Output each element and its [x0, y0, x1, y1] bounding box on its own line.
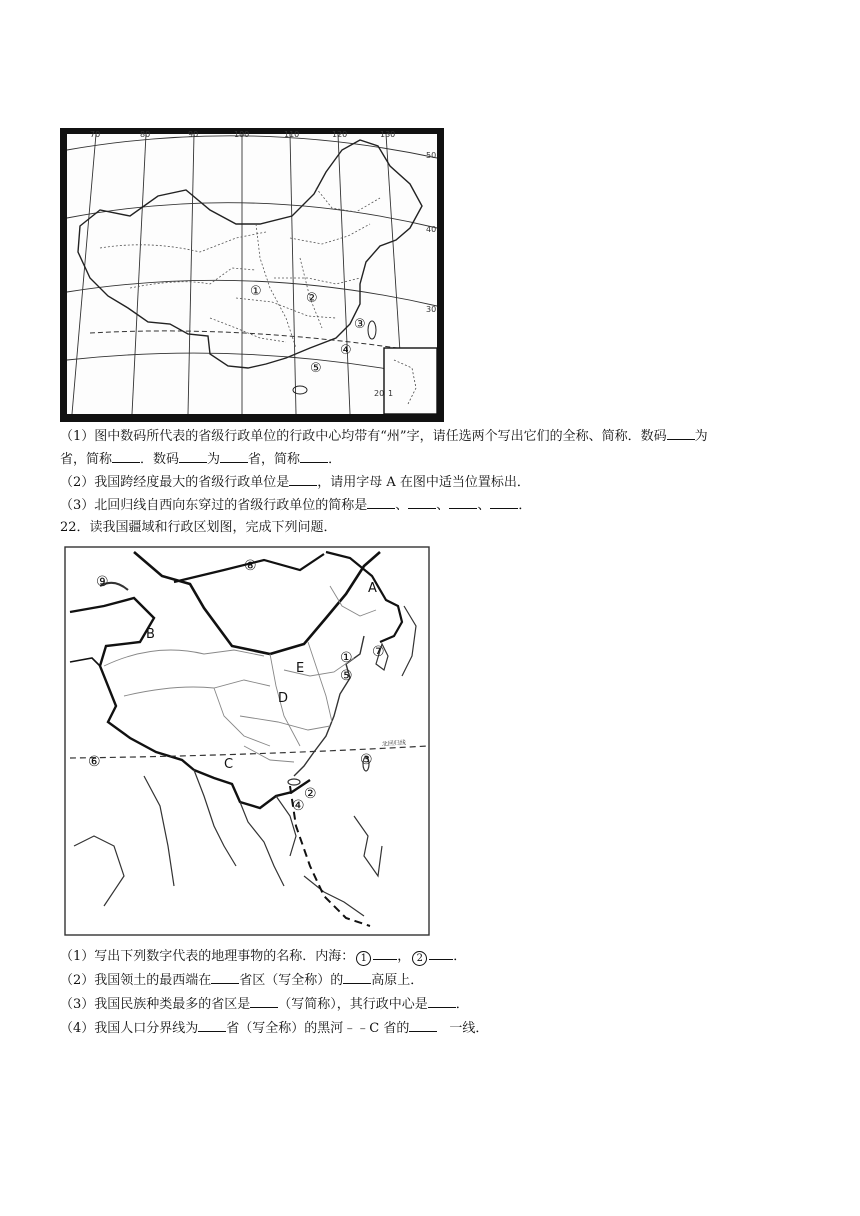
lon-label: 100: [234, 130, 250, 139]
circled-number: 2: [412, 951, 427, 966]
separator: ，: [397, 949, 411, 964]
q21-text: （1）图中数码所代表的省级行政单位的行政中心均带有“州”字，请任选两个写出它们的全称、简称．数码: [60, 429, 667, 444]
answer-blank[interactable]: [250, 994, 278, 1008]
marker-1: ①: [250, 284, 262, 299]
answer-blank[interactable]: [300, 449, 328, 463]
answer-blank[interactable]: [428, 994, 456, 1008]
answer-blank[interactable]: [343, 970, 371, 984]
q22-text: （写简称），其行政中心是: [278, 997, 428, 1012]
q22-text: 省区（写全称）的: [239, 973, 344, 988]
number-2: ②: [304, 786, 317, 802]
label-E: E: [296, 661, 305, 676]
answer-blank[interactable]: [367, 495, 395, 509]
lat-label: 20: [374, 389, 385, 398]
answer-blank[interactable]: [429, 946, 453, 960]
q21-text: 为: [207, 452, 221, 467]
number-8: ⑧: [244, 558, 257, 574]
province-grid-map: [60, 128, 444, 422]
separator: 、: [395, 498, 409, 513]
inset-label: 1: [388, 389, 394, 398]
q22-line-3: [60, 994, 469, 1014]
answer-blank[interactable]: [667, 426, 695, 440]
answer-blank[interactable]: [179, 449, 207, 463]
label-B: B: [146, 627, 155, 642]
q21-text: （2）我国跨经度最大的省级行政单位是: [60, 475, 290, 490]
q22-text: 高原上．: [371, 973, 424, 988]
q21-line-1: [60, 426, 708, 446]
marker-3: ③: [354, 317, 366, 332]
q22-line-1: [60, 946, 466, 966]
q21-text: 省，简称: [248, 452, 301, 467]
answer-blank[interactable]: [198, 1018, 226, 1032]
q21-text: 省，简称: [60, 452, 113, 467]
lon-label: 70: [90, 130, 101, 139]
number-3: ③: [360, 752, 373, 768]
q22-title: 22．读我国疆域和行政区划图，完成下列问题．: [60, 520, 337, 535]
tropic-label: 北回归线: [381, 739, 407, 748]
lon-label: 130: [380, 130, 396, 139]
period: ．: [518, 498, 532, 513]
q21-text: 为: [694, 429, 708, 444]
number-6: ⑥: [88, 754, 101, 770]
q22-text: 省（写全称）的黑河﹣﹣C 省的: [226, 1021, 410, 1036]
q21-text: （3）北回归线自西向东穿过的省级行政单位的简称是: [60, 498, 368, 513]
number-1: ①: [340, 650, 353, 666]
lon-label: 110: [284, 130, 300, 139]
label-C: C: [224, 757, 234, 772]
answer-blank[interactable]: [373, 946, 397, 960]
territory-map: [64, 546, 430, 936]
q22-text: （1）写出下列数字代表的地理事物的名称．内海：: [60, 949, 355, 964]
number-7: ⑦: [372, 644, 385, 660]
q22-text: 一线．: [449, 1021, 489, 1036]
q22-line-4: [60, 1018, 488, 1038]
answer-blank[interactable]: [490, 495, 518, 509]
lon-label: 80: [140, 130, 151, 139]
q21-text: ．数码: [140, 452, 180, 467]
q21-line-4: [60, 495, 531, 515]
marker-4: ④: [340, 343, 352, 358]
label-D: D: [278, 691, 289, 706]
period: ．: [453, 949, 467, 964]
q22-text: （2）我国领土的最西端在: [60, 973, 212, 988]
lon-label: 90: [188, 130, 199, 139]
answer-blank[interactable]: [112, 449, 140, 463]
answer-blank[interactable]: [211, 970, 239, 984]
q22-text: （3）我国民族种类最多的省区是: [60, 997, 251, 1012]
lat-label: 30: [426, 305, 437, 314]
lon-label: 120: [332, 130, 348, 139]
separator: 、: [436, 498, 450, 513]
answer-blank[interactable]: [449, 495, 477, 509]
label-A: A: [368, 581, 377, 596]
answer-blank[interactable]: [220, 449, 248, 463]
marker-5: ⑤: [310, 361, 322, 376]
period: ．: [455, 997, 469, 1012]
number-5: ⑤: [340, 668, 353, 684]
number-4: ④: [292, 798, 305, 814]
q22-line-2: [60, 970, 423, 990]
q21-line-2: [60, 449, 341, 469]
q21-text: ，请用字母 A 在图中适当位置标出．: [317, 475, 530, 490]
q21-line-3: [60, 472, 530, 492]
lat-label: 50: [426, 151, 437, 160]
answer-blank[interactable]: [289, 472, 317, 486]
number-9: ⑨: [96, 574, 109, 590]
answer-blank[interactable]: [408, 495, 436, 509]
answer-blank[interactable]: [409, 1018, 437, 1032]
circled-number: 1: [356, 951, 371, 966]
lat-label: 40: [426, 225, 437, 234]
marker-2: ②: [306, 291, 318, 306]
q22-text: （4）我国人口分界线为: [60, 1021, 199, 1036]
separator: 、: [477, 498, 491, 513]
q21-text: ．: [328, 452, 342, 467]
